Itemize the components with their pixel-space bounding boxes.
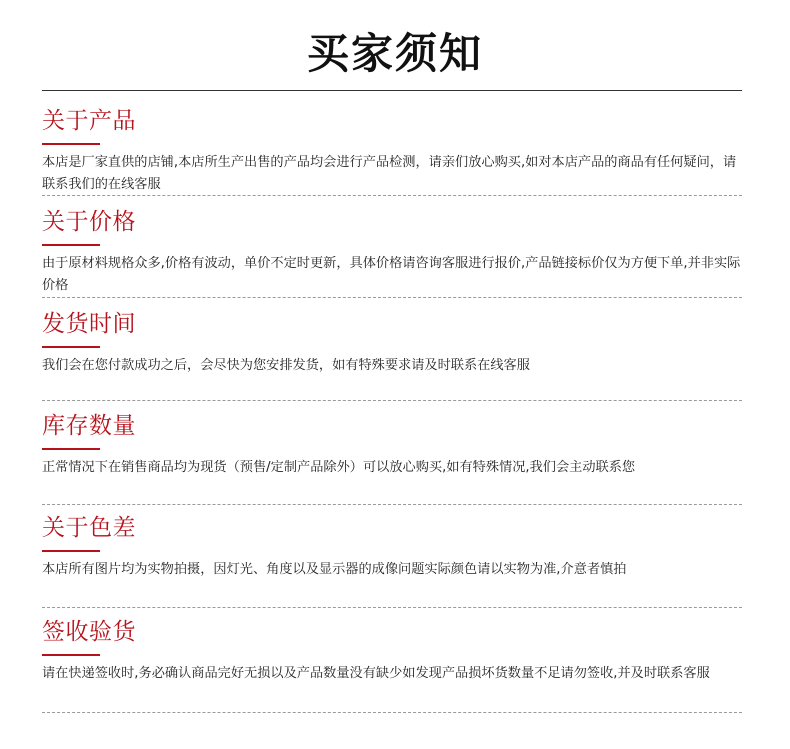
- section-body: 请在快递签收时,务必确认商品完好无损以及产品数量没有缺少如发现产品损坏货数量不足请勿签收,并及时联系客服: [42, 666, 710, 681]
- section-divider: [42, 400, 742, 401]
- heading-underline: [42, 448, 100, 450]
- section-divider: [42, 712, 742, 713]
- section-body: 本店所有图片均为实物拍摄，因灯光、角度以及显示器的成像问题实际颜色请以实物为准,介意者慎拍: [42, 562, 627, 577]
- heading-underline: [42, 654, 100, 656]
- section-heading: 关于价格: [42, 209, 136, 235]
- section-divider: [42, 297, 742, 298]
- title-divider: [42, 90, 742, 91]
- heading-underline: [42, 143, 100, 145]
- section-heading: 关于产品: [42, 108, 136, 134]
- section-heading: 签收验货: [42, 619, 136, 645]
- section-heading: 库存数量: [42, 413, 136, 439]
- section-divider: [42, 504, 742, 505]
- section-body: 由于原材料规格众多,价格有波动，单价不定时更新，具体价格请咨询客服进行报价,产品链接标价仅为方便下单,并非实际价格: [42, 256, 741, 293]
- heading-underline: [42, 346, 100, 348]
- section-divider: [42, 607, 742, 608]
- section-body: 我们会在您付款成功之后，会尽快为您安排发货，如有特殊要求请及时联系在线客服: [42, 358, 530, 373]
- page-title: 买家须知: [306, 29, 483, 78]
- heading-underline: [42, 550, 100, 552]
- section-divider: [42, 195, 742, 196]
- section-body: 正常情况下在销售商品均为现货（预售/定制产品除外）可以放心购买,如有特殊情况,我们会主动联系您: [42, 460, 636, 475]
- section-heading: 关于色差: [42, 515, 136, 541]
- section-body: 本店是厂家直供的店铺,本店所生产出售的产品均会进行产品检测，请亲们放心购买,如对本店产品的商品有任何疑问，请联系我们的在线客服: [42, 155, 737, 192]
- section-heading: 发货时间: [42, 311, 136, 337]
- heading-underline: [42, 244, 100, 246]
